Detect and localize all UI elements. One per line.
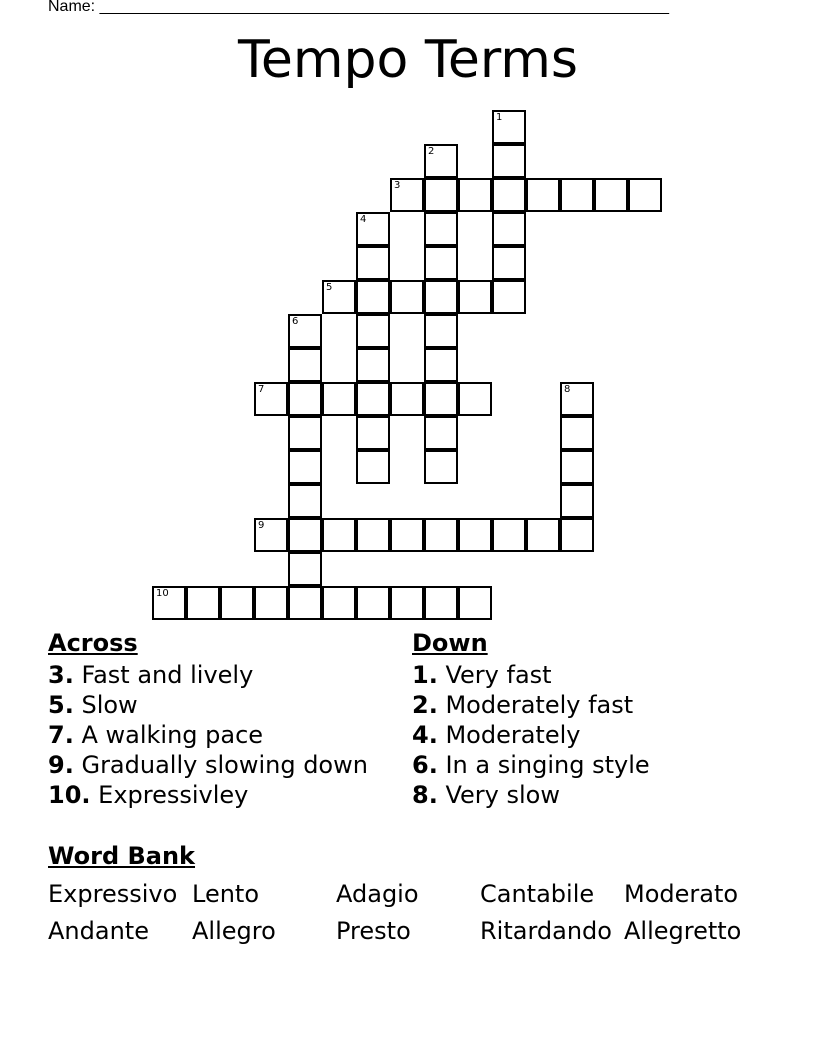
crossword-cell[interactable]: [390, 178, 424, 212]
across-clue: [48, 782, 368, 808]
crossword-cell[interactable]: [594, 178, 628, 212]
crossword-cell[interactable]: [288, 314, 322, 348]
word-bank-item: Andante: [48, 917, 149, 945]
crossword-cell[interactable]: [492, 246, 526, 280]
word-bank-item: Moderato: [624, 880, 739, 908]
clue-number: 8.: [412, 781, 438, 809]
down-clues: [412, 628, 772, 808]
crossword-cell[interactable]: [288, 484, 322, 518]
crossword-cell[interactable]: [424, 518, 458, 552]
crossword-cell[interactable]: [458, 382, 492, 416]
crossword-cell[interactable]: [492, 110, 526, 144]
crossword-cell[interactable]: [458, 280, 492, 314]
crossword-cell[interactable]: [560, 416, 594, 450]
crossword-cell[interactable]: [560, 518, 594, 552]
word-bank-item: Allegretto: [624, 917, 742, 945]
crossword-cell[interactable]: [288, 348, 322, 382]
word-bank-item: Cantabile: [480, 880, 595, 908]
crossword-cell[interactable]: [390, 586, 424, 620]
crossword-cell[interactable]: [356, 314, 390, 348]
crossword-cell[interactable]: [356, 246, 390, 280]
word-bank-item: Lento: [192, 880, 260, 908]
crossword-cell[interactable]: [288, 382, 322, 416]
clue-number: 6.: [412, 751, 438, 779]
crossword-cell[interactable]: [424, 246, 458, 280]
crossword-cell[interactable]: [356, 212, 390, 246]
crossword-cell[interactable]: [424, 144, 458, 178]
crossword-cell[interactable]: [526, 518, 560, 552]
crossword-cell[interactable]: [492, 518, 526, 552]
word-bank-item: Presto: [336, 917, 411, 945]
clue-text: In a singing style: [445, 751, 650, 779]
word-bank-item: Expressivo: [48, 880, 178, 908]
across-clue: [48, 722, 368, 748]
crossword-cell[interactable]: [390, 518, 424, 552]
clue-text: Very slow: [445, 781, 560, 809]
across-clue: [48, 692, 368, 718]
crossword-cell[interactable]: [356, 450, 390, 484]
crossword-cell[interactable]: [628, 178, 662, 212]
crossword-cell[interactable]: [560, 382, 594, 416]
cell-number: 7: [258, 384, 265, 395]
crossword-cell[interactable]: [526, 178, 560, 212]
crossword-cell[interactable]: [424, 416, 458, 450]
crossword-cell[interactable]: [356, 280, 390, 314]
crossword-cell[interactable]: [152, 586, 186, 620]
crossword-cell[interactable]: [424, 348, 458, 382]
crossword-cell[interactable]: [390, 382, 424, 416]
crossword-cell[interactable]: [424, 178, 458, 212]
clue-text: Very fast: [445, 661, 552, 689]
crossword-cell[interactable]: [356, 416, 390, 450]
clue-number: 9.: [48, 751, 74, 779]
clue-number: 3.: [48, 661, 74, 689]
cell-number: 3: [394, 180, 401, 191]
clue-text: Moderately: [445, 721, 581, 749]
clue-text: Fast and lively: [81, 661, 254, 689]
page-title: Tempo Terms: [237, 30, 579, 90]
across-heading: Across: [48, 629, 138, 657]
name-field-label: Name: ________________________________________________________________: [48, 0, 670, 15]
clue-number: 10.: [48, 781, 91, 809]
clue-number: 7.: [48, 721, 74, 749]
crossword-cell[interactable]: [288, 552, 322, 586]
crossword-cell[interactable]: [390, 280, 424, 314]
crossword-cell[interactable]: [356, 518, 390, 552]
down-clue: [412, 752, 772, 778]
crossword-cell[interactable]: [288, 518, 322, 552]
clue-text: Slow: [81, 691, 138, 719]
crossword-cell[interactable]: [186, 586, 220, 620]
cell-number: 5: [326, 282, 333, 293]
crossword-cell[interactable]: [424, 382, 458, 416]
crossword-cell[interactable]: [560, 450, 594, 484]
crossword-cell[interactable]: [458, 586, 492, 620]
clue-text: Gradually slowing down: [81, 751, 368, 779]
crossword-cell[interactable]: [254, 586, 288, 620]
crossword-cell[interactable]: [254, 382, 288, 416]
crossword-cell[interactable]: [424, 280, 458, 314]
cell-number: 8: [564, 384, 571, 395]
across-clue: [48, 752, 368, 778]
crossword-cell[interactable]: [220, 586, 254, 620]
cell-number: 6: [292, 316, 299, 327]
clue-number: 4.: [412, 721, 438, 749]
down-clue: [412, 722, 772, 748]
crossword-cell[interactable]: [254, 518, 288, 552]
clue-number: 5.: [48, 691, 74, 719]
crossword-cell[interactable]: [458, 518, 492, 552]
clue-number: 2.: [412, 691, 438, 719]
cell-number: 9: [258, 520, 265, 531]
word-bank-item: Ritardando: [480, 917, 612, 945]
crossword-cell[interactable]: [356, 586, 390, 620]
down-heading: Down: [412, 629, 488, 657]
cell-number: 2: [428, 146, 435, 157]
crossword-cell[interactable]: [424, 450, 458, 484]
crossword-cell[interactable]: [288, 450, 322, 484]
clue-text: Expressivley: [98, 781, 249, 809]
crossword-cell[interactable]: [424, 314, 458, 348]
cell-number: 10: [156, 588, 169, 599]
cell-number: 1: [496, 112, 503, 123]
crossword-cell[interactable]: [492, 212, 526, 246]
crossword-cell[interactable]: [560, 178, 594, 212]
down-clue: [412, 662, 772, 688]
crossword-cell[interactable]: [322, 382, 356, 416]
clue-text: A walking pace: [81, 721, 264, 749]
crossword-cell[interactable]: [492, 178, 526, 212]
crossword-cell[interactable]: [492, 144, 526, 178]
across-clues: [48, 628, 368, 808]
crossword-cell[interactable]: [322, 280, 356, 314]
crossword-cell[interactable]: [356, 348, 390, 382]
crossword-cell[interactable]: [424, 586, 458, 620]
crossword-cell[interactable]: [288, 586, 322, 620]
clue-text: Moderately fast: [445, 691, 634, 719]
clue-number: 1.: [412, 661, 438, 689]
crossword-cell[interactable]: [322, 518, 356, 552]
across-clue: [48, 662, 368, 688]
down-clue: [412, 782, 772, 808]
crossword-cell[interactable]: [458, 178, 492, 212]
crossword-cell[interactable]: [560, 484, 594, 518]
crossword-cell[interactable]: [356, 382, 390, 416]
crossword-cell[interactable]: [322, 586, 356, 620]
crossword-cell[interactable]: [288, 416, 322, 450]
down-clue: [412, 692, 772, 718]
word-bank-heading: Word Bank: [48, 842, 196, 870]
word-bank-item: Adagio: [336, 880, 419, 908]
word-bank-item: Allegro: [192, 917, 276, 945]
cell-number: 4: [360, 214, 367, 225]
crossword-cell[interactable]: [424, 212, 458, 246]
crossword-cell[interactable]: [492, 280, 526, 314]
